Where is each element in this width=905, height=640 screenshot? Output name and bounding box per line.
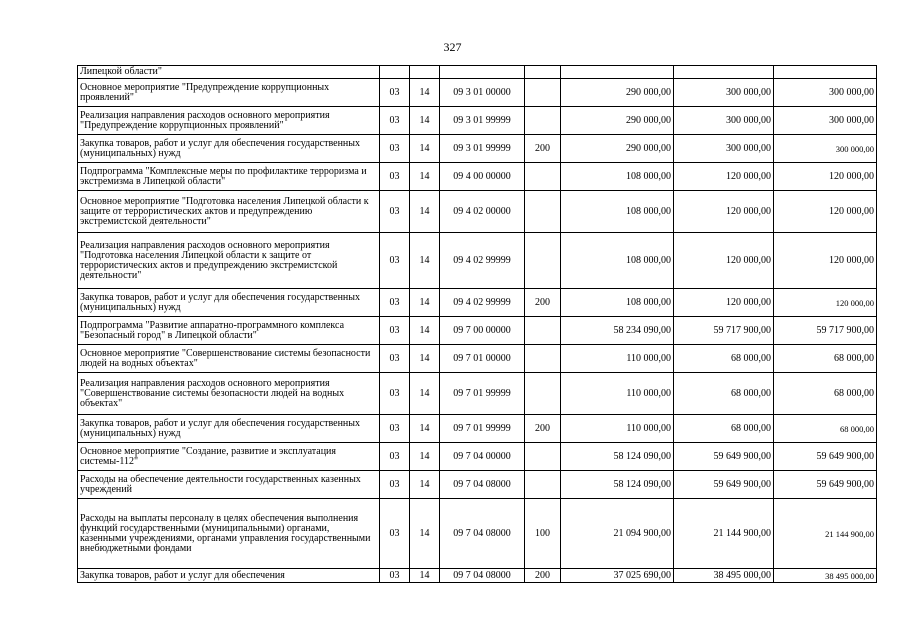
table-row — [78, 163, 877, 191]
amount-year-3: 68 000,00 — [774, 345, 877, 373]
amount-year-3: 300 000,00 — [774, 135, 877, 163]
expense-type-code — [525, 345, 561, 373]
table-row — [78, 569, 877, 583]
subsection-code: 14 — [410, 233, 440, 289]
amount-year-1: 58 124 090,00 — [561, 443, 674, 471]
row-name: Закупка товаров, работ и услуг для обеспечения государственных (муниципальных) нужд — [78, 135, 380, 163]
amount-year-1: 58 124 090,00 — [561, 471, 674, 499]
target-article-code: 09 7 04 08000 — [440, 569, 525, 583]
section-code: 03 — [380, 191, 410, 233]
expense-type-code — [525, 66, 561, 79]
amount-year-3: 120 000,00 — [774, 191, 877, 233]
amount-year-1: 290 000,00 — [561, 135, 674, 163]
row-name: Подпрограмма "Комплексные меры по профилактике терроризма и экстремизма в Липецкой области" — [78, 163, 380, 191]
table-row — [78, 415, 877, 443]
row-name: Основное мероприятие "Создание, развитие и эксплуатация системы-112" — [78, 443, 380, 471]
amount-year-1: 108 000,00 — [561, 233, 674, 289]
subsection-code: 14 — [410, 317, 440, 345]
budget-table — [77, 65, 877, 583]
amount-year-2: 68 000,00 — [674, 345, 774, 373]
subsection-code: 14 — [410, 443, 440, 471]
section-code: 03 — [380, 163, 410, 191]
amount-year-2: 120 000,00 — [674, 233, 774, 289]
row-name: Расходы на выплаты персоналу в целях обеспечения выполнения функций государственными (муниципальными) органами, казенными учреждениями, органами управления государственными внебюджетными фондами — [78, 499, 380, 569]
subsection-code — [410, 66, 440, 79]
row-name: Расходы на обеспечение деятельности государственных казенных учреждений — [78, 471, 380, 499]
expense-type-code — [525, 471, 561, 499]
amount-year-2 — [674, 66, 774, 79]
expense-type-code: 200 — [525, 289, 561, 317]
amount-year-3: 300 000,00 — [774, 107, 877, 135]
target-article-code: 09 3 01 99999 — [440, 135, 525, 163]
amount-year-1: 110 000,00 — [561, 373, 674, 415]
target-article-code: 09 3 01 00000 — [440, 79, 525, 107]
section-code: 03 — [380, 345, 410, 373]
section-code: 03 — [380, 107, 410, 135]
row-name: Закупка товаров, работ и услуг для обеспечения — [78, 569, 380, 583]
subsection-code: 14 — [410, 471, 440, 499]
amount-year-1: 290 000,00 — [561, 107, 674, 135]
amount-year-3: 120 000,00 — [774, 163, 877, 191]
section-code: 03 — [380, 443, 410, 471]
table-row — [78, 471, 877, 499]
target-article-code — [440, 66, 525, 79]
amount-year-3: 300 000,00 — [774, 79, 877, 107]
table-row — [78, 443, 877, 471]
table-row — [78, 289, 877, 317]
table-row — [78, 135, 877, 163]
section-code: 03 — [380, 471, 410, 499]
target-article-code: 09 3 01 99999 — [440, 107, 525, 135]
subsection-code: 14 — [410, 79, 440, 107]
section-code: 03 — [380, 415, 410, 443]
expense-type-code — [525, 443, 561, 471]
table-row — [78, 66, 877, 79]
expense-type-code: 200 — [525, 415, 561, 443]
subsection-code: 14 — [410, 289, 440, 317]
amount-year-1: 21 094 900,00 — [561, 499, 674, 569]
row-name: Липецкой области" — [78, 66, 380, 79]
amount-year-3: 68 000,00 — [774, 373, 877, 415]
expense-type-code — [525, 191, 561, 233]
row-name: Реализация направления расходов основного мероприятия "Подготовка населения Липецкой области к защите от террористических актов и предупреждению экстремистской деятельности" — [78, 233, 380, 289]
subsection-code: 14 — [410, 499, 440, 569]
row-name: Основное мероприятие "Предупреждение коррупционных проявлений" — [78, 79, 380, 107]
subsection-code: 14 — [410, 135, 440, 163]
target-article-code: 09 4 00 00000 — [440, 163, 525, 191]
amount-year-1: 37 025 690,00 — [561, 569, 674, 583]
amount-year-3: 59 649 900,00 — [774, 471, 877, 499]
table-row — [78, 191, 877, 233]
amount-year-1: 108 000,00 — [561, 191, 674, 233]
amount-year-1: 290 000,00 — [561, 79, 674, 107]
subsection-code: 14 — [410, 415, 440, 443]
expense-type-code: 200 — [525, 135, 561, 163]
amount-year-2: 120 000,00 — [674, 191, 774, 233]
subsection-code: 14 — [410, 345, 440, 373]
section-code: 03 — [380, 135, 410, 163]
amount-year-3: 59 649 900,00 — [774, 443, 877, 471]
section-code: 03 — [380, 289, 410, 317]
expense-type-code — [525, 79, 561, 107]
amount-year-3: 120 000,00 — [774, 233, 877, 289]
page-number: 327 — [443, 40, 462, 54]
table-row — [78, 345, 877, 373]
amount-year-3: 38 495 000,00 — [774, 569, 877, 583]
section-code: 03 — [380, 79, 410, 107]
subsection-code: 14 — [410, 191, 440, 233]
amount-year-2: 21 144 900,00 — [674, 499, 774, 569]
amount-year-2: 68 000,00 — [674, 373, 774, 415]
target-article-code: 09 4 02 99999 — [440, 289, 525, 317]
section-code: 03 — [380, 317, 410, 345]
expense-type-code — [525, 373, 561, 415]
expense-type-code — [525, 233, 561, 289]
amount-year-2: 59 717 900,00 — [674, 317, 774, 345]
row-name: Закупка товаров, работ и услуг для обеспечения государственных (муниципальных) нужд — [78, 289, 380, 317]
expense-type-code: 200 — [525, 569, 561, 583]
subsection-code: 14 — [410, 163, 440, 191]
expense-type-code — [525, 163, 561, 191]
row-name: Подпрограмма "Развитие аппаратно-программного комплекса "Безопасный город" в Липецкой области" — [78, 317, 380, 345]
target-article-code: 09 4 02 99999 — [440, 233, 525, 289]
amount-year-3 — [774, 66, 877, 79]
row-name: Реализация направления расходов основного мероприятия "Предупреждение коррупционных проявлений" — [78, 107, 380, 135]
amount-year-1 — [561, 66, 674, 79]
expense-type-code — [525, 317, 561, 345]
amount-year-2: 120 000,00 — [674, 163, 774, 191]
section-code: 03 — [380, 499, 410, 569]
section-code: 03 — [380, 569, 410, 583]
amount-year-2: 59 649 900,00 — [674, 443, 774, 471]
amount-year-1: 110 000,00 — [561, 345, 674, 373]
amount-year-3: 21 144 900,00 — [774, 499, 877, 569]
subsection-code: 14 — [410, 107, 440, 135]
amount-year-2: 59 649 900,00 — [674, 471, 774, 499]
table-row — [78, 317, 877, 345]
amount-year-1: 110 000,00 — [561, 415, 674, 443]
amount-year-3: 59 717 900,00 — [774, 317, 877, 345]
table-row — [78, 107, 877, 135]
amount-year-1: 108 000,00 — [561, 163, 674, 191]
amount-year-2: 38 495 000,00 — [674, 569, 774, 583]
amount-year-3: 68 000,00 — [774, 415, 877, 443]
target-article-code: 09 7 01 99999 — [440, 415, 525, 443]
target-article-code: 09 7 04 08000 — [440, 499, 525, 569]
section-code — [380, 66, 410, 79]
target-article-code: 09 7 04 00000 — [440, 443, 525, 471]
target-article-code: 09 4 02 00000 — [440, 191, 525, 233]
amount-year-2: 120 000,00 — [674, 289, 774, 317]
table-row — [78, 499, 877, 569]
row-name: Реализация направления расходов основного мероприятия "Совершенствование системы безопасности людей на водных объектах" — [78, 373, 380, 415]
section-code: 03 — [380, 233, 410, 289]
expense-type-code — [525, 107, 561, 135]
target-article-code: 09 7 01 99999 — [440, 373, 525, 415]
table-row — [78, 79, 877, 107]
target-article-code: 09 7 01 00000 — [440, 345, 525, 373]
amount-year-2: 68 000,00 — [674, 415, 774, 443]
subsection-code: 14 — [410, 569, 440, 583]
amount-year-2: 300 000,00 — [674, 135, 774, 163]
row-name: Основное мероприятие "Подготовка населения Липецкой области к защите от террористических актов и предупреждению экстремистской деятельности" — [78, 191, 380, 233]
amount-year-1: 58 234 090,00 — [561, 317, 674, 345]
amount-year-2: 300 000,00 — [674, 79, 774, 107]
amount-year-1: 108 000,00 — [561, 289, 674, 317]
amount-year-2: 300 000,00 — [674, 107, 774, 135]
subsection-code: 14 — [410, 373, 440, 415]
target-article-code: 09 7 00 00000 — [440, 317, 525, 345]
row-name: Основное мероприятие "Совершенствование системы безопасности людей на водных объектах" — [78, 345, 380, 373]
section-code: 03 — [380, 373, 410, 415]
row-name: Закупка товаров, работ и услуг для обеспечения государственных (муниципальных) нужд — [78, 415, 380, 443]
expense-type-code: 100 — [525, 499, 561, 569]
amount-year-3: 120 000,00 — [774, 289, 877, 317]
table-row — [78, 373, 877, 415]
table-row — [78, 233, 877, 289]
target-article-code: 09 7 04 08000 — [440, 471, 525, 499]
